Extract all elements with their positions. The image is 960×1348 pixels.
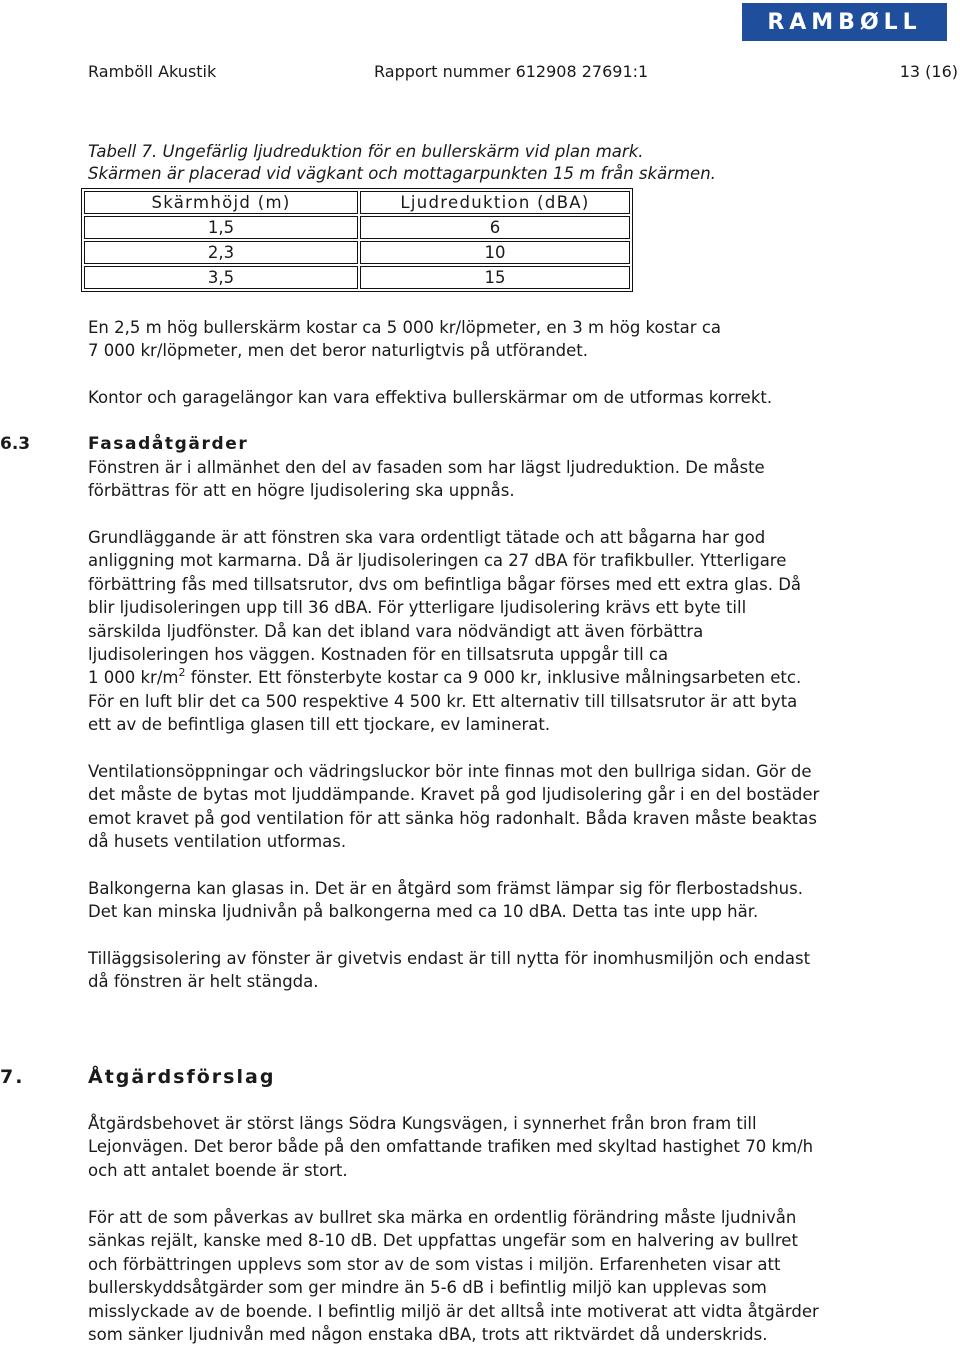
table-row [84, 266, 630, 289]
paragraph-screen-cost [88, 316, 721, 363]
paragraph-basic-measures [88, 526, 801, 737]
paragraph-needs [88, 1112, 813, 1182]
text-line: ett av de befintliga glasen till ett tjockare, ev laminerat. [88, 715, 551, 735]
text-line: ljudisoleringen hos väggen. Kostnaden för en tillsatsruta uppgår till ca [88, 645, 669, 665]
paragraph-office [88, 386, 772, 409]
table-header-row [84, 191, 630, 214]
section-number-7: 7. [0, 1066, 25, 1088]
caption-line: Tabell 7. Ungefärlig ljudreduktion för en bullerskärm vid plan mark. [88, 142, 644, 161]
text-line: då fönstren är helt stängda. [88, 972, 319, 992]
text-line: Grundläggande är att fönstren ska vara ordentligt tätade och att bågarna har god [88, 528, 766, 547]
paragraph-windows [88, 456, 765, 503]
table-cell: 1,5 [84, 216, 358, 239]
text-line: förbättring fås med tillsatsrutor, dvs om befintliga bågar förses med ett extra glas. Då [88, 574, 802, 594]
text-line: misslyckade av de boende. I befintlig miljö är det alltså inte motiverat att vidta åtgärder [88, 1301, 819, 1321]
header-report-number: Rapport nummer 612908 27691:1 [374, 62, 649, 81]
table-cell: 2,3 [84, 241, 358, 264]
paragraph-effect [88, 1206, 819, 1346]
table-row [84, 241, 630, 264]
text-line: bullerskyddsåtgärder som ger mindre än 5-6 dB i befintlig miljö kan upplevas som [88, 1278, 767, 1298]
text-span: fönster. Ett fönsterbyte kostar ca 9 000 kr, inklusive målningsarbeten etc. [185, 668, 802, 688]
table-cell: 6 [360, 216, 630, 239]
text-line: som sänker ljudnivån med någon enstaka dBA, trots att riktvärdet då underskrids. [88, 1325, 768, 1345]
table-cell: 15 [360, 266, 630, 289]
paragraph-ventilation [88, 760, 819, 854]
table-cell: 10 [360, 241, 630, 264]
page-header [0, 62, 960, 84]
text-line: För en luft blir det ca 500 respektive 4 500 kr. Ett alternativ till tillsatsrutor är att byta [88, 691, 798, 711]
section-number-6-3: 6.3 [0, 434, 31, 454]
text-line: Det kan minska ljudnivån på balkongerna med ca 10 dBA. Detta tas inte upp här. [88, 902, 759, 922]
text-span: 1 000 kr/m [88, 668, 179, 688]
text-line: För att de som påverkas av bullret ska märka en ordentlig förändring måste ljudnivån [88, 1208, 797, 1227]
table-row [84, 216, 630, 239]
text-line: förbättras för att en högre ljudisolering ska uppnås. [88, 481, 515, 501]
text-line: emot kravet på god ventilation för att sänka hög radonhalt. Båda kraven måste beaktas [88, 808, 817, 828]
text-line: Tilläggsisolering av fönster är givetvis endast är till nytta för inomhusmiljön och endast [88, 949, 811, 968]
text-line: Åtgärdsbehovet är störst längs Södra Kungsvägen, i synnerhet från bron fram till [88, 1114, 757, 1133]
text-line: och att antalet boende är stort. [88, 1160, 348, 1180]
text-line: En 2,5 m hög bullerskärm kostar ca 5 000 kr/löpmeter, en 3 m hög kostar ca [88, 318, 722, 337]
section-title-facade: Fasadåtgärder [88, 434, 249, 454]
section-title-measures: Åtgärdsförslag [88, 1066, 276, 1088]
header-company: Ramböll Akustik [88, 62, 217, 81]
text-line: Kontor och garagelängor kan vara effektiva bullerskärmar om de utformas korrekt. [88, 388, 773, 407]
header-page-number: 13 (16) [899, 62, 958, 81]
text-line: Lejonvägen. Det beror både på den omfattande trafiken med skyltad hastighet 70 km/h [88, 1137, 814, 1157]
text-line: det måste de bytas mot ljuddämpande. Kravet på god ljudisolering går i en del bostäder [88, 785, 820, 805]
paragraph-balconies [88, 877, 803, 924]
paragraph-extra-insulation [88, 947, 810, 994]
text-line: 7 000 kr/löpmeter, men det beror naturligtvis på utförandet. [88, 341, 589, 361]
text-line: då husets ventilation utformas. [88, 832, 347, 852]
text-line: Ventilationsöppningar och vädringsluckor bör inte finnas mot den bullriga sidan. Gör de [88, 762, 812, 781]
superscript: 2 [178, 666, 186, 680]
table-cell: 3,5 [84, 266, 358, 289]
table-caption [88, 141, 716, 185]
text-line [88, 666, 801, 689]
text-line: och förbättringen upplevs som stor av de som vistas i miljön. Erfarenheten visar att [88, 1254, 781, 1274]
ramboll-logo: RAMBØLL [742, 3, 947, 41]
text-line: Fönstren är i allmänhet den del av fasaden som har lägst ljudreduktion. De måste [88, 458, 765, 477]
noise-reduction-table [81, 188, 633, 292]
caption-line: Skärmen är placerad vid vägkant och mottagarpunkten 15 m från skärmen. [88, 164, 716, 183]
text-line: särskilda ljudfönster. Då kan det ibland vara nödvändigt att även förbättra [88, 621, 704, 641]
text-line: blir ljudisoleringen upp till 36 dBA. För ytterligare ljudisolering krävs ett byte till [88, 598, 747, 618]
text-line: Balkongerna kan glasas in. Det är en åtgärd som främst lämpar sig för flerbostadshus. [88, 879, 803, 898]
text-line: sänkas rejält, kanske med 8-10 dB. Det uppfattas ungefär som en halvering av bullret [88, 1231, 798, 1251]
column-header-screen-height: Skärmhöjd (m) [84, 191, 358, 214]
column-header-noise-reduction: Ljudreduktion (dBA) [360, 191, 630, 214]
text-line: anliggning mot karmarna. Då är ljudisoleringen ca 27 dBA för trafikbuller. Ytterligare [88, 551, 787, 571]
